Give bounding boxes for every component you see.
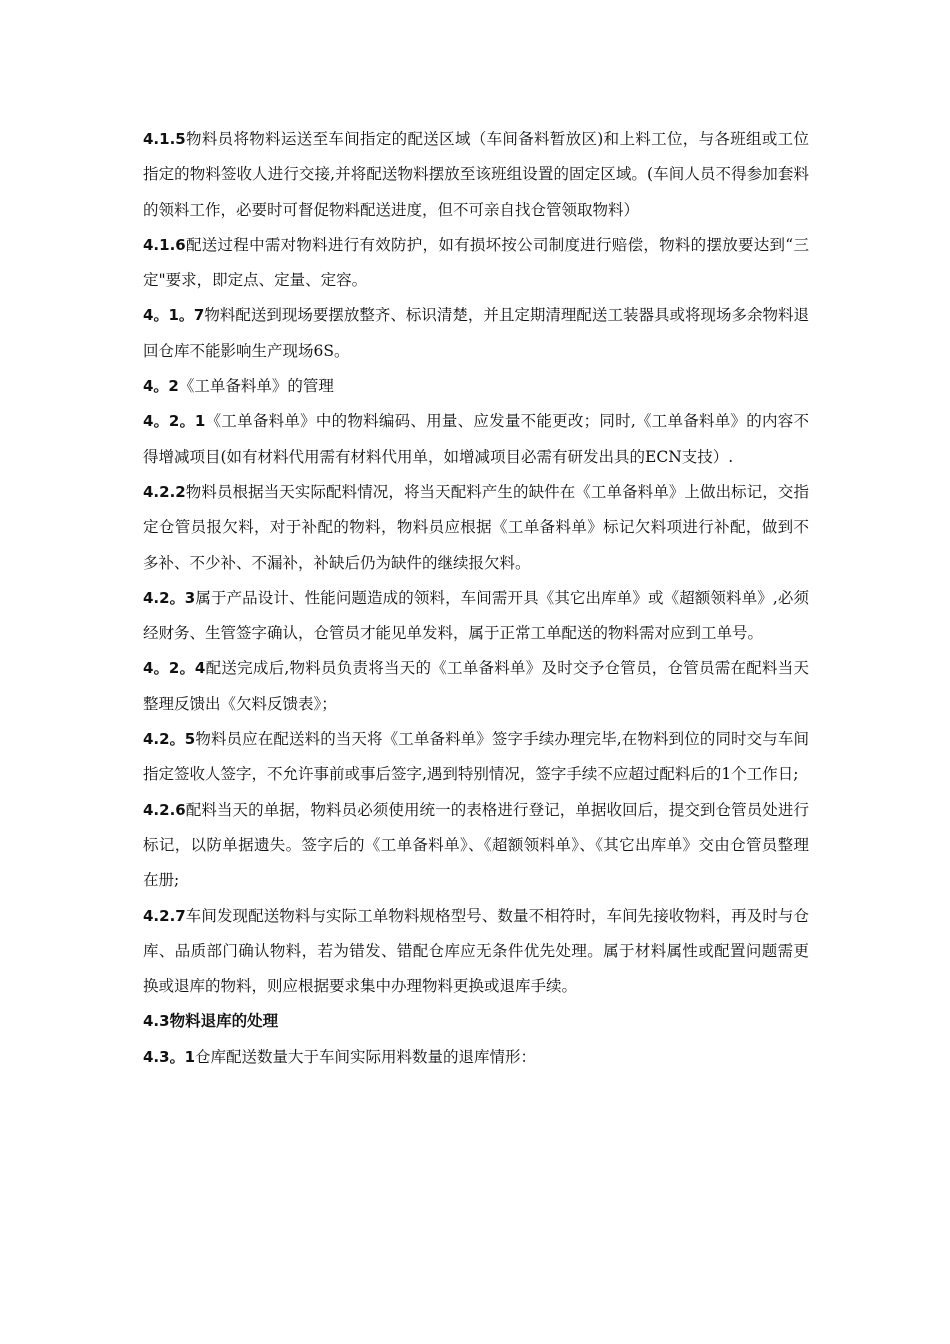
clause-number: 4.2。3 [143,588,196,607]
section-title: 《工单备料单》的管理 [178,377,334,396]
clause-text: 配送过程中需对物料进行有效防护，如有损坏按公司制度进行赔偿，物料的摆放要达到“三定"要求，即定点、定量、定容。 [143,235,809,290]
clause-number: 4.3。1 [143,1047,196,1066]
clause-number: 4。1。7 [143,306,205,325]
clause-text: 物料员应在配送料的当天将《工单备料单》签字手续办理完毕,在物料到位的同时交与车间指定签收人签字，不允许事前或事后签字,遇到特别情况，签字手续不应超过配料后的1个工作日; [143,730,809,784]
clause-number: 4.1.6 [143,235,186,254]
clause-text: 物料员根据当天实际配料情况，将当天配料产生的缺件在《工单备料单》上做出标记，交指定仓管员报欠料，对于补配的物料，物料员应根据《工单备料单》标记欠料项进行补配，做到不多补、不少补、不漏补，补缺后仍为缺件的继续报欠料。 [143,482,809,572]
paragraph-4-1-5 [143,122,809,228]
paragraph-4-2-3 [143,581,809,652]
clause-text: 车间发现配送物料与实际工单物料规格型号、数量不相符时，车间先接收物料，再及时与仓库、品质部门确认物料，若为错发、错配仓库应无条件优先处理。属于材料属性或配置问题需更换或退库的物料，则应根据要求集中办理物料更换或退库手续。 [143,906,809,996]
section-number: 4.3 [143,1012,170,1031]
paragraph-4-2-2 [143,475,809,581]
clause-number: 4.2。5 [143,730,196,749]
paragraph-4-2-6 [143,793,809,899]
clause-text: 属于产品设计、性能问题造成的领料，车间需开具《其它出库单》或《超额领料单》,必须经财务、生管签字确认，仓管员才能见单发料，属于正常工单配送的物料需对应到工单号。 [143,588,809,643]
clause-text: 《工单备料单》中的物料编码、用量、应发量不能更改；同时,《工单备料单》的内容不得增减项目(如有材料代用需有材料代用单，如增减项目必需有研发出具的ECN支技）. [143,412,809,466]
clause-number: 4.1.5 [143,130,186,148]
section-number: 4。2 [143,377,179,396]
paragraph-4-2-7 [143,899,809,1005]
document-body [143,122,809,1075]
clause-number: 4.2.7 [143,906,186,925]
paragraph-4-3-1 [143,1040,809,1075]
paragraph-4-1-7 [143,298,809,369]
section-title: 物料退库的处理 [169,1012,279,1031]
clause-number: 4.2.6 [143,800,186,819]
paragraph-4-2-5 [143,722,809,793]
paragraph-4-2-1 [143,404,809,475]
clause-number: 4.2.2 [143,482,186,501]
clause-text: 物料员将物料运送至车间指定的配送区域（车间备料暂放区)和上料工位，与各班组或工位指定的物料签收人进行交接,并将配送物料摆放至该班组设置的固定区域。(车间人员不得参加套料的领料工作，必要时可督促物料配送进度，但不可亲自找仓管领取物料） [143,130,809,219]
clause-text: 配送完成后,物料员负责将当天的《工单备料单》及时交予仓管员，仓管员需在配料当天整理反馈出《欠料反馈表》； [143,659,809,713]
clause-number: 4。2。1 [143,412,206,431]
clause-text: 仓库配送数量大于车间实际用料数量的退库情形： [195,1047,537,1066]
clause-text: 配料当天的单据，物料员必须使用统一的表格进行登记，单据收回后，提交到仓管员处进行标记，以防单据遗失。签字后的《工单备料单》、《超额领料单》、《其它出库单》交由仓管员整理在册; [143,800,809,890]
section-heading-4-3 [143,1004,809,1039]
paragraph-4-1-6 [143,228,809,299]
paragraph-4-2-4 [143,651,809,722]
clause-number: 4。2。4 [143,659,206,678]
clause-text: 物料配送到现场要摆放整齐、标识清楚，并且定期清理配送工装器具或将现场多余物料退回仓库不能影响生产现场6S。 [143,306,809,360]
section-heading-4-2 [143,369,809,404]
